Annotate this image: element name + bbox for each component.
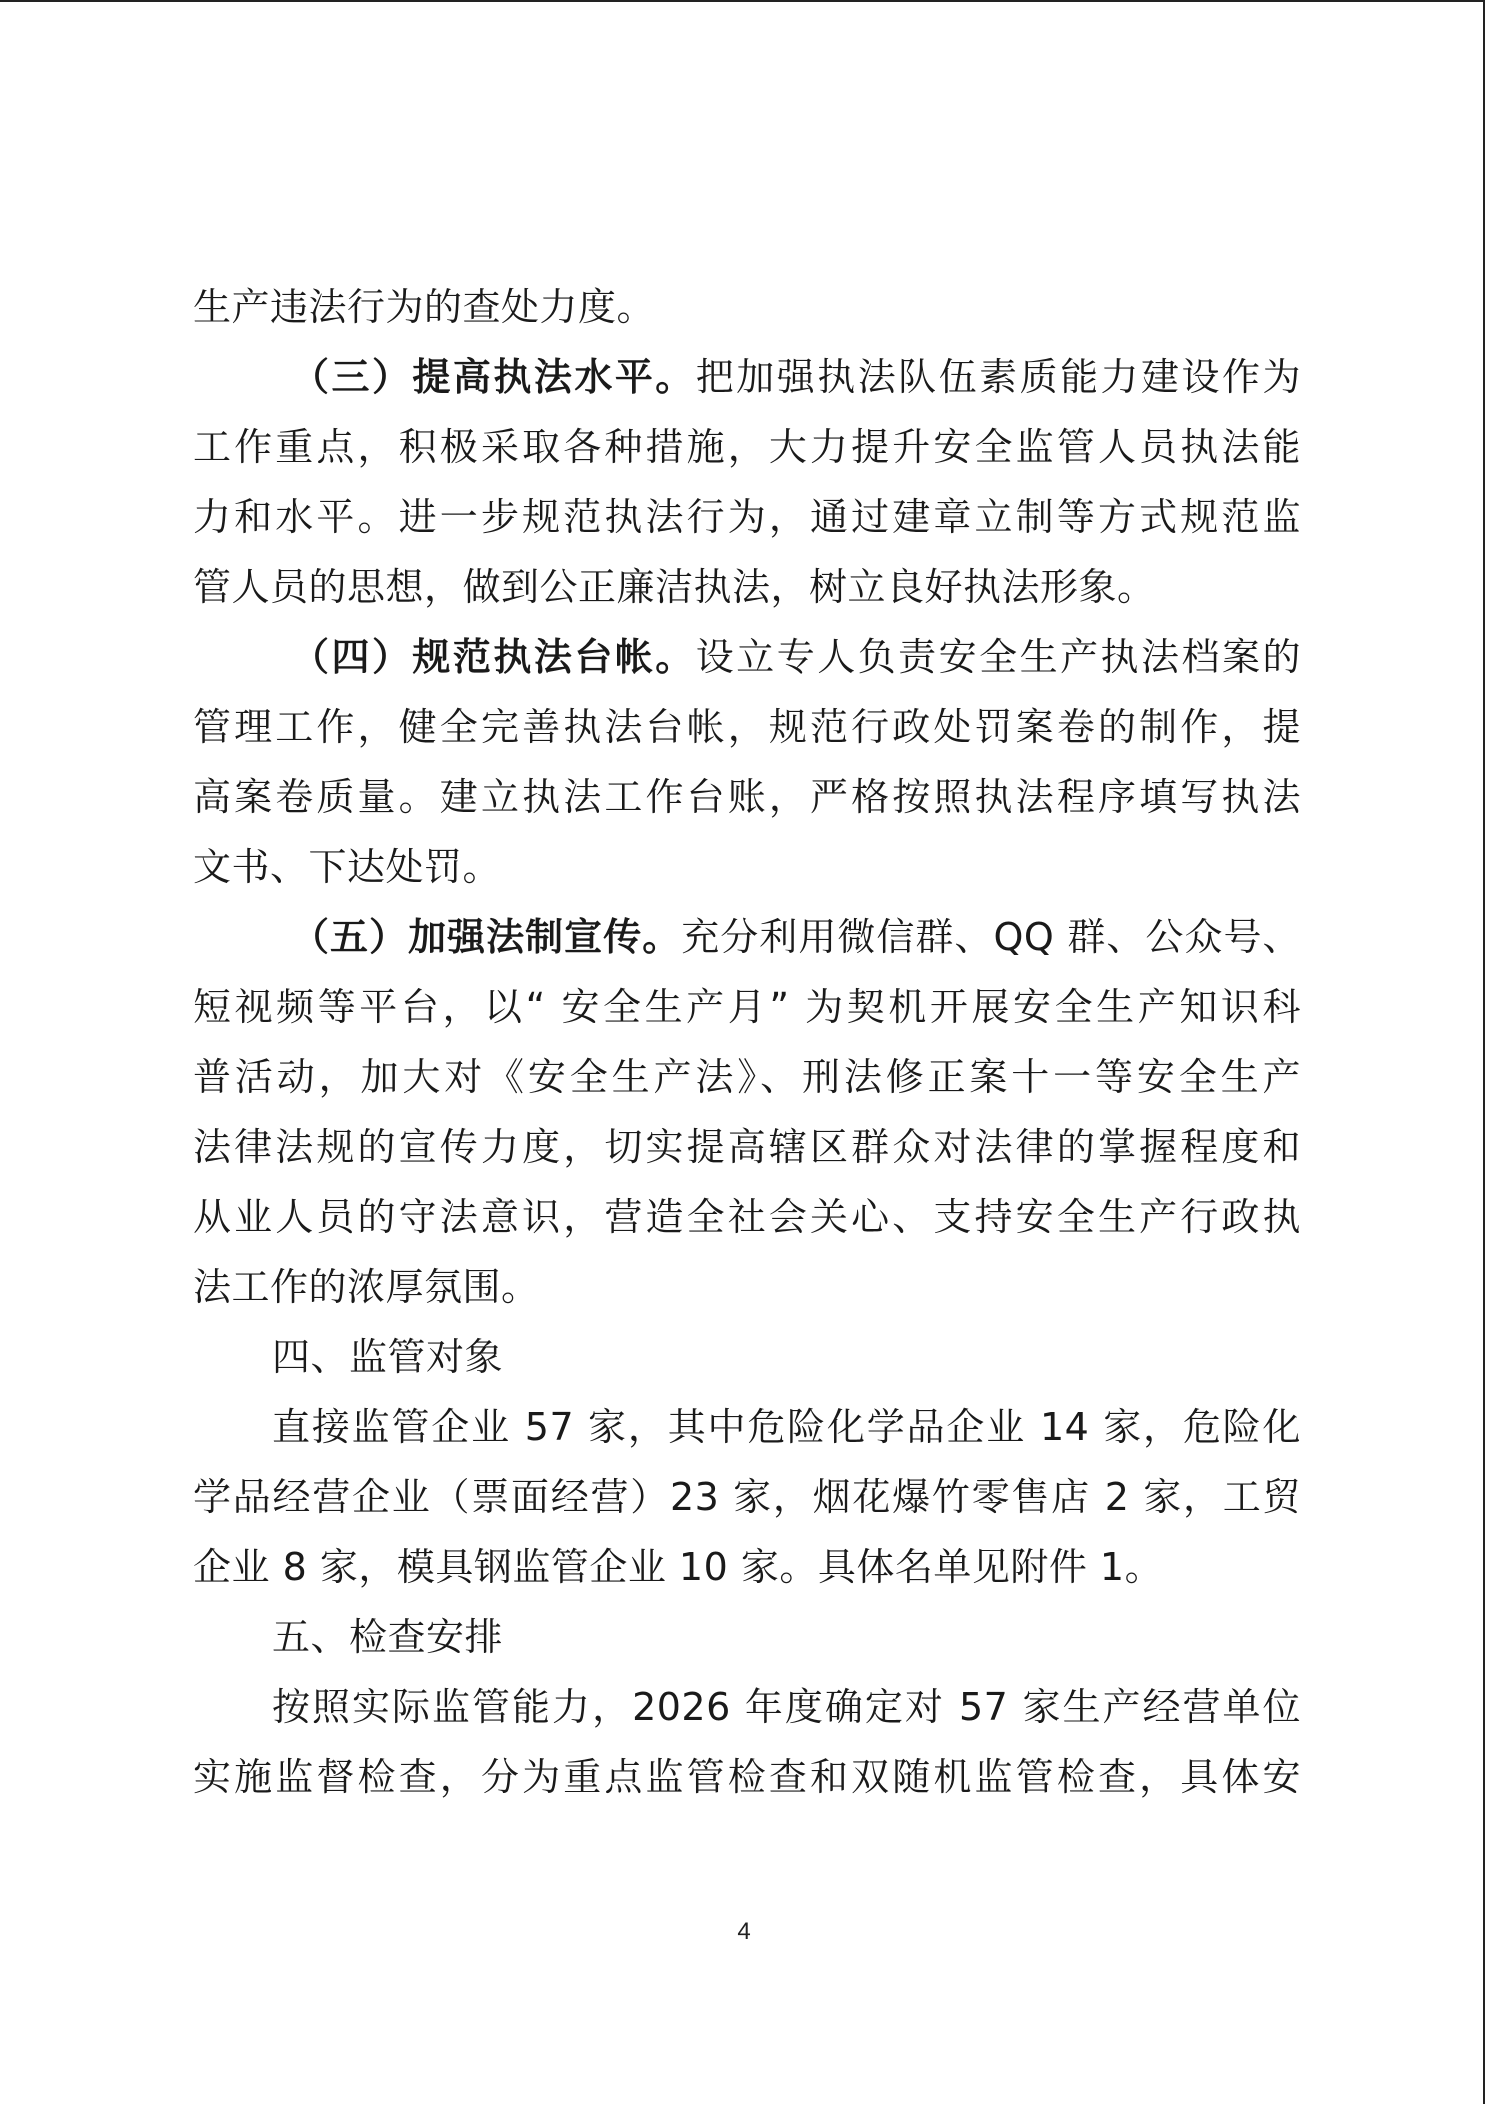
section-heading-inspection-schedule: 五、检查安排 [272,1615,504,1659]
paragraph-line: 直接监管企业 57 家，其中危险化学品企业 14 家，危险化 [272,1405,1301,1449]
paragraph-line: 文书、下达处罚。 [193,845,502,889]
paragraph-line: 工作重点，积极采取各种措施，大力提升安全监管人员执法能 [193,425,1301,469]
paragraph-line: 充分利用微信群、QQ 群、公众号、 [681,915,1301,959]
paragraph-line: 法律法规的宣传力度，切实提高辖区群众对法律的掌握程度和 [193,1125,1301,1169]
paragraph-line: 法工作的浓厚氛围。 [193,1265,540,1309]
section-3-heading: （三）提高执法水平。 [291,355,696,399]
paragraph-line: 普活动，加大对《安全生产法》、刑法修正案十一等安全生产 [193,1055,1301,1099]
paragraph-line: 从业人员的守法意识，营造全社会关心、支持安全生产行政执 [193,1195,1301,1239]
paragraph-line: 学品经营企业（票面经营）23 家，烟花爆竹零售店 2 家，工贸 [193,1475,1301,1519]
section-5-heading-line [193,902,1301,972]
paragraph-line: 把加强执法队伍素质能力建设作为 [695,355,1301,399]
paragraph-line: 企业 8 家，模具钢监管企业 10 家。具体名单见附件 1。 [193,1545,1164,1589]
section-5-heading: （五）加强法制宣传。 [291,915,682,959]
paragraph-line: 管人员的思想，做到公正廉洁执法，树立良好执法形象。 [193,565,1156,609]
paragraph-line: 高案卷质量。建立执法工作台账，严格按照执法程序填写执法 [193,775,1301,819]
section-4-heading: （四）规范执法台帐。 [291,635,696,679]
paragraph-line: 实施监督检查，分为重点监管检查和双随机监管检查，具体安 [193,1755,1301,1799]
paragraph-line: 力和水平。进一步规范执法行为，通过建章立制等方式规范监 [193,495,1301,539]
paragraph-line: 设立专人负责安全生产执法档案的 [695,635,1301,679]
paragraph-line: 短视频等平台，以“ 安全生产月” 为契机开展安全生产知识科 [193,985,1301,1029]
page-number: 4 [737,1918,751,1945]
section-3-heading-line [193,342,1301,412]
paragraph-line: 按照实际监管能力，2026 年度确定对 57 家生产经营单位 [272,1685,1301,1729]
document-body [193,272,1301,1812]
paragraph-line: 管理工作，健全完善执法台帐，规范行政处罚案卷的制作，提 [193,705,1301,749]
section-heading-monitoring-targets: 四、监管对象 [272,1335,504,1379]
section-4-heading-line [193,622,1301,692]
paragraph-line: 生产违法行为的查处力度。 [193,285,656,329]
